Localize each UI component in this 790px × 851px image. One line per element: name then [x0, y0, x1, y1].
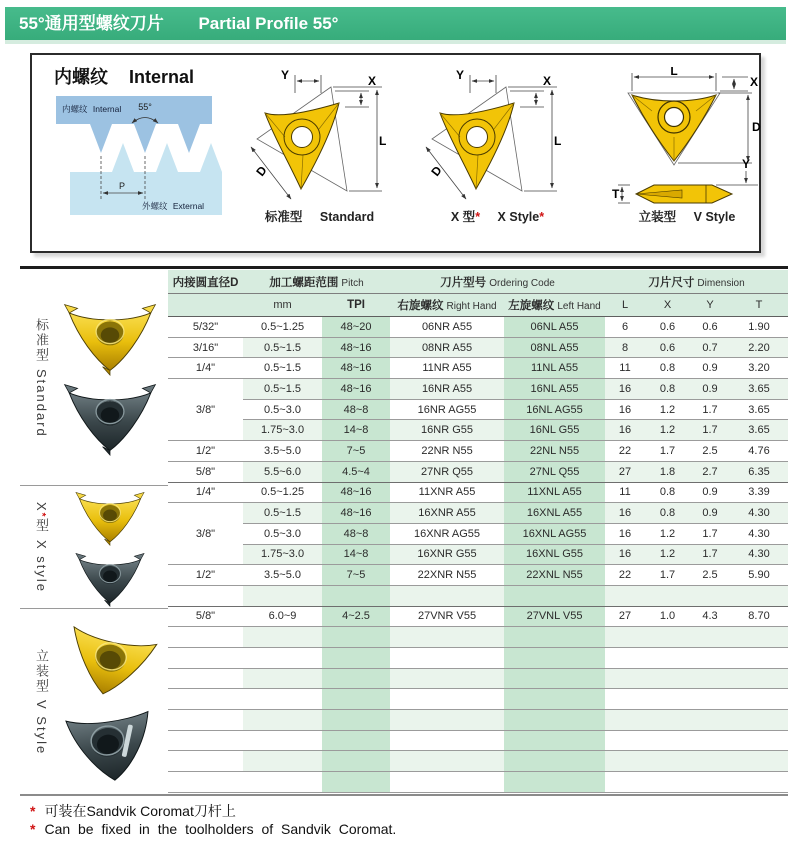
cell-dim-t: 4.30 [730, 503, 788, 524]
x-insert-photo-yellow [64, 489, 156, 546]
table-row [168, 689, 788, 710]
header-left-hand: 左旋螺纹 Left Hand [504, 294, 605, 317]
section-x-style-gutter [20, 485, 168, 609]
cell-dim-x: 0.6 [645, 317, 690, 338]
cell-code-left: 16NL AG55 [504, 399, 605, 420]
svg-text:D: D [253, 163, 270, 179]
cell-pitch-tpi [322, 668, 390, 689]
cell-code-right [390, 668, 504, 689]
page-title-cn: 55°通用型螺纹刀片 [19, 14, 164, 33]
cell-dim-t: 4.30 [730, 544, 788, 565]
cell-code-right: 16XNR A55 [390, 503, 504, 524]
cell-dim-l [605, 710, 645, 731]
cell-dim-y: 0.9 [690, 379, 730, 400]
cell-code-right: 16NR G55 [390, 420, 504, 441]
table-row [168, 668, 788, 689]
svg-text:55°: 55° [138, 102, 152, 112]
cell-dim-l [605, 772, 645, 793]
cell-dim-t: 6.35 [730, 461, 788, 482]
header-blank [168, 294, 243, 317]
cell-dim-x [645, 627, 690, 648]
section-standard-label: 标准型Standard [34, 317, 49, 438]
table-row [168, 358, 788, 379]
cell-code-right [390, 730, 504, 751]
svg-text:D: D [752, 120, 761, 134]
cell-pitch-tpi: 14~8 [322, 544, 390, 565]
header-tpi: TPI [322, 294, 390, 317]
table-row [168, 710, 788, 731]
cell-dim-l [605, 668, 645, 689]
cell-dim-l [605, 627, 645, 648]
cell-diameter [168, 730, 243, 751]
table-top-rule [20, 266, 788, 269]
v-style-insert-diagram [612, 67, 764, 205]
cell-diameter: 3/8" [168, 503, 243, 565]
cell-pitch-mm [243, 668, 322, 689]
standard-insert-diagram [245, 67, 390, 205]
cell-dim-y: 1.7 [690, 544, 730, 565]
cell-diameter: 3/16" [168, 337, 243, 358]
cell-code-left: 08NL A55 [504, 337, 605, 358]
cell-pitch-tpi [322, 730, 390, 751]
cell-pitch-tpi: 4~2.5 [322, 606, 390, 627]
cell-code-right: 16NR A55 [390, 379, 504, 400]
table-row [168, 585, 788, 606]
cell-pitch-tpi: 7~5 [322, 565, 390, 586]
cell-dim-x [645, 689, 690, 710]
header-y: Y [690, 294, 730, 317]
table-row [168, 337, 788, 358]
cell-pitch-tpi: 14~8 [322, 420, 390, 441]
cell-code-left: 11XNL A55 [504, 482, 605, 503]
section-standard-gutter [20, 270, 168, 485]
table-row [168, 503, 788, 524]
cell-pitch-tpi [322, 772, 390, 793]
svg-text:内螺纹 Internal: 内螺纹 Internal [62, 104, 122, 114]
cell-pitch-mm [243, 710, 322, 731]
cell-dim-t: 5.90 [730, 565, 788, 586]
cell-diameter [168, 648, 243, 669]
cell-dim-y: 1.7 [690, 523, 730, 544]
table-row [168, 544, 788, 565]
cell-dim-t [730, 585, 788, 606]
cell-code-left [504, 627, 605, 648]
cell-diameter: 5/32" [168, 317, 243, 338]
cell-pitch-tpi [322, 585, 390, 606]
cell-code-right: 27VNR V55 [390, 606, 504, 627]
cell-dim-t [730, 710, 788, 731]
cell-code-right [390, 710, 504, 731]
cell-dim-t: 4.30 [730, 523, 788, 544]
cell-code-right: 16XNR AG55 [390, 523, 504, 544]
cell-code-left: 16XNL A55 [504, 503, 605, 524]
cell-dim-x [645, 648, 690, 669]
cell-pitch-tpi: 48~16 [322, 379, 390, 400]
footnote-en: * Can be fixed in the toolholders of Sandvik Coromat. [30, 821, 397, 837]
cell-pitch-mm: 1.75~3.0 [243, 420, 322, 441]
cell-diameter [168, 772, 243, 793]
cell-code-left [504, 668, 605, 689]
svg-text:Y: Y [455, 68, 464, 82]
cell-diameter: 5/8" [168, 461, 243, 482]
standard-insert-photo-dark [58, 380, 162, 456]
svg-text:L: L [554, 134, 562, 148]
header-t: T [730, 294, 788, 317]
cell-dim-x: 0.6 [645, 337, 690, 358]
cell-code-left [504, 585, 605, 606]
cell-dim-y [690, 751, 730, 772]
cell-dim-y [690, 585, 730, 606]
cell-dim-t [730, 689, 788, 710]
cell-code-right: 08NR A55 [390, 337, 504, 358]
table-row [168, 441, 788, 462]
cell-pitch-mm [243, 772, 322, 793]
cell-code-right: 22XNR N55 [390, 565, 504, 586]
cell-dim-t [730, 668, 788, 689]
cell-diameter [168, 710, 243, 731]
cell-code-left: 27NL Q55 [504, 461, 605, 482]
cell-dim-l: 11 [605, 482, 645, 503]
cell-code-left [504, 751, 605, 772]
cell-dim-x: 1.0 [645, 606, 690, 627]
cell-dim-t: 4.76 [730, 441, 788, 462]
standard-insert-photo-yellow [58, 300, 162, 376]
x-style-insert-diagram [420, 67, 565, 205]
cell-dim-y: 2.5 [690, 565, 730, 586]
table-header-row-groups [168, 270, 788, 294]
v-insert-photo-dark [62, 705, 158, 785]
footnote-mark: * [30, 803, 36, 819]
cell-dim-l: 16 [605, 544, 645, 565]
spec-table-body [168, 317, 788, 793]
cell-dim-x: 0.8 [645, 503, 690, 524]
cell-dim-t [730, 751, 788, 772]
svg-text:L: L [379, 134, 387, 148]
cell-pitch-mm: 0.5~1.5 [243, 503, 322, 524]
cell-dim-l: 27 [605, 461, 645, 482]
cell-code-right [390, 689, 504, 710]
cell-code-left [504, 772, 605, 793]
cell-dim-y [690, 772, 730, 793]
svg-text:X: X [543, 74, 552, 88]
cell-dim-l: 16 [605, 503, 645, 524]
footnote-mark: * [30, 821, 36, 837]
cell-dim-x: 1.2 [645, 399, 690, 420]
cell-code-left: 16XNL AG55 [504, 523, 605, 544]
table-row [168, 379, 788, 400]
cell-diameter: 1/4" [168, 482, 243, 503]
cell-dim-y [690, 627, 730, 648]
cell-code-right: 11XNR A55 [390, 482, 504, 503]
header-l: L [605, 294, 645, 317]
cell-dim-t: 3.20 [730, 358, 788, 379]
cell-dim-y [690, 730, 730, 751]
cell-pitch-mm [243, 689, 322, 710]
cell-code-right: 16NR AG55 [390, 399, 504, 420]
cell-pitch-mm: 0.5~3.0 [243, 523, 322, 544]
cell-diameter: 1/4" [168, 358, 243, 379]
svg-text:Y: Y [741, 157, 751, 171]
cell-code-left: 06NL A55 [504, 317, 605, 338]
cell-dim-t: 8.70 [730, 606, 788, 627]
cell-dim-l: 11 [605, 358, 645, 379]
cell-code-right: 27NR Q55 [390, 461, 504, 482]
internal-heading-en: Internal [129, 67, 195, 87]
cell-dim-l [605, 730, 645, 751]
cell-pitch-tpi: 48~20 [322, 317, 390, 338]
page-title-bar [5, 7, 786, 44]
cell-dim-x [645, 668, 690, 689]
cell-dim-x: 0.8 [645, 482, 690, 503]
section-v-style-gutter [20, 608, 168, 796]
cell-pitch-tpi: 7~5 [322, 441, 390, 462]
section-x-style-label: X*型X style [34, 502, 49, 593]
header-pitch: 加工螺距范围 Pitch [243, 270, 390, 294]
cell-dim-l [605, 585, 645, 606]
cell-dim-l: 8 [605, 337, 645, 358]
header-mm: mm [243, 294, 322, 317]
x-style-caption: X 型* X Style* [450, 210, 545, 224]
cell-code-right: 11NR A55 [390, 358, 504, 379]
cell-dim-y: 0.6 [690, 317, 730, 338]
cell-pitch-tpi [322, 627, 390, 648]
svg-text:X: X [368, 74, 377, 88]
cell-pitch-mm: 0.5~1.25 [243, 317, 322, 338]
cell-dim-y: 2.7 [690, 461, 730, 482]
cell-dim-l: 16 [605, 420, 645, 441]
cell-dim-l: 22 [605, 441, 645, 462]
header-right-hand: 右旋螺纹 Right Hand [390, 294, 504, 317]
cell-pitch-tpi [322, 710, 390, 731]
cell-dim-x: 1.2 [645, 420, 690, 441]
cell-dim-t: 2.20 [730, 337, 788, 358]
svg-text:T: T [612, 187, 620, 201]
cell-dim-x: 0.8 [645, 379, 690, 400]
cell-diameter [168, 627, 243, 648]
cell-pitch-tpi: 48~16 [322, 337, 390, 358]
cell-diameter: 1/2" [168, 565, 243, 586]
cell-pitch-tpi: 48~8 [322, 399, 390, 420]
cell-code-right [390, 585, 504, 606]
table-row [168, 399, 788, 420]
cell-dim-y: 2.5 [690, 441, 730, 462]
cell-pitch-tpi: 48~16 [322, 503, 390, 524]
cell-code-left [504, 648, 605, 669]
table-row [168, 751, 788, 772]
cell-code-left: 22XNL N55 [504, 565, 605, 586]
cell-dim-l: 6 [605, 317, 645, 338]
cell-dim-y: 0.7 [690, 337, 730, 358]
cell-diameter: 1/2" [168, 441, 243, 462]
cell-dim-x [645, 772, 690, 793]
cell-dim-x: 1.7 [645, 565, 690, 586]
cell-pitch-mm: 3.5~5.0 [243, 441, 322, 462]
cell-dim-l [605, 689, 645, 710]
cell-pitch-mm: 6.0~9 [243, 606, 322, 627]
header-dimension: 刀片尺寸 Dimension [605, 270, 788, 294]
cell-diameter: 3/8" [168, 379, 243, 441]
cell-dim-y: 0.9 [690, 503, 730, 524]
cell-dim-x [645, 751, 690, 772]
cell-dim-y: 1.7 [690, 420, 730, 441]
v-insert-photo-yellow [62, 621, 158, 701]
cell-pitch-mm: 3.5~5.0 [243, 565, 322, 586]
v-style-caption: 立装型 V Style [638, 210, 736, 224]
table-row [168, 565, 788, 586]
cell-pitch-tpi: 48~16 [322, 482, 390, 503]
cell-dim-x [645, 585, 690, 606]
cell-dim-y: 1.7 [690, 399, 730, 420]
cell-pitch-tpi: 48~8 [322, 523, 390, 544]
cell-pitch-tpi: 48~16 [322, 358, 390, 379]
cell-pitch-mm: 0.5~1.5 [243, 358, 322, 379]
cell-code-left: 11NL A55 [504, 358, 605, 379]
cell-dim-t [730, 730, 788, 751]
cell-dim-y: 4.3 [690, 606, 730, 627]
cell-code-left: 16NL A55 [504, 379, 605, 400]
table-row [168, 482, 788, 503]
cell-pitch-tpi [322, 648, 390, 669]
cell-code-right: 16XNR G55 [390, 544, 504, 565]
cell-code-right [390, 751, 504, 772]
thread-profile-diagram [50, 93, 225, 218]
cell-dim-l: 16 [605, 399, 645, 420]
cell-dim-l: 16 [605, 379, 645, 400]
cell-dim-l: 27 [605, 606, 645, 627]
cell-dim-t: 3.65 [730, 399, 788, 420]
table-row [168, 606, 788, 627]
svg-text:Y: Y [280, 68, 289, 82]
cell-pitch-mm: 0.5~3.0 [243, 399, 322, 420]
cell-code-right [390, 772, 504, 793]
table-row [168, 420, 788, 441]
cell-code-left: 27VNL V55 [504, 606, 605, 627]
cell-dim-x: 1.8 [645, 461, 690, 482]
cell-pitch-mm: 0.5~1.25 [243, 482, 322, 503]
spec-table [168, 270, 788, 793]
cell-dim-t [730, 772, 788, 793]
svg-text:L: L [670, 67, 678, 78]
internal-diagram-panel [30, 53, 761, 253]
cell-dim-t: 3.65 [730, 420, 788, 441]
cell-dim-x [645, 730, 690, 751]
cell-dim-y [690, 668, 730, 689]
cell-diameter [168, 751, 243, 772]
footnote-cn: * 可装在Sandvik Coromat刀杆上 [30, 803, 236, 819]
cell-pitch-mm: 5.5~6.0 [243, 461, 322, 482]
table-row [168, 461, 788, 482]
cell-dim-l [605, 648, 645, 669]
svg-text:P: P [118, 181, 126, 191]
cell-dim-l [605, 751, 645, 772]
cell-diameter [168, 585, 243, 606]
cell-code-right [390, 627, 504, 648]
cell-diameter [168, 689, 243, 710]
cell-pitch-mm [243, 585, 322, 606]
cell-code-right: 22NR N55 [390, 441, 504, 462]
cell-pitch-tpi [322, 751, 390, 772]
table-header-row-columns [168, 294, 788, 317]
cell-code-left: 16XNL G55 [504, 544, 605, 565]
cell-dim-t [730, 627, 788, 648]
cell-diameter [168, 668, 243, 689]
cell-pitch-mm [243, 627, 322, 648]
cell-pitch-mm [243, 751, 322, 772]
cell-dim-y: 0.9 [690, 482, 730, 503]
header-diameter: 内接圆直径D [168, 270, 243, 294]
cell-pitch-tpi: 4.5~4 [322, 461, 390, 482]
cell-dim-x: 1.2 [645, 544, 690, 565]
cell-dim-x: 0.8 [645, 358, 690, 379]
cell-code-left: 16NL G55 [504, 420, 605, 441]
table-row [168, 648, 788, 669]
table-row [168, 523, 788, 544]
cell-dim-x: 1.2 [645, 523, 690, 544]
cell-code-left [504, 730, 605, 751]
standard-caption: 标准型 Standard [264, 210, 375, 224]
x-insert-photo-dark [64, 550, 156, 607]
cell-dim-l: 22 [605, 565, 645, 586]
cell-dim-t: 1.90 [730, 317, 788, 338]
cell-pitch-mm: 0.5~1.5 [243, 337, 322, 358]
cell-dim-x: 1.7 [645, 441, 690, 462]
page-title-en: Partial Profile 55° [198, 14, 339, 33]
internal-heading-cn: 内螺纹 [54, 67, 108, 87]
table-row [168, 317, 788, 338]
cell-code-left [504, 710, 605, 731]
internal-heading [54, 63, 194, 89]
cell-pitch-mm: 1.75~3.0 [243, 544, 322, 565]
cell-dim-t: 3.65 [730, 379, 788, 400]
svg-text:外螺纹 External: 外螺纹 External [142, 201, 205, 211]
table-row [168, 772, 788, 793]
cell-dim-y [690, 648, 730, 669]
cell-dim-y [690, 689, 730, 710]
header-ordering-code: 刀片型号 Ordering Code [390, 270, 605, 294]
cell-pitch-mm: 0.5~1.5 [243, 379, 322, 400]
cell-code-right: 06NR A55 [390, 317, 504, 338]
cell-dim-y: 0.9 [690, 358, 730, 379]
cell-dim-t [730, 648, 788, 669]
cell-code-left [504, 689, 605, 710]
table-row [168, 730, 788, 751]
table-row [168, 627, 788, 648]
cell-pitch-mm [243, 648, 322, 669]
section-v-style-label: 立装型V Style [34, 649, 49, 756]
cell-code-right [390, 648, 504, 669]
cell-diameter: 5/8" [168, 606, 243, 627]
cell-dim-x [645, 710, 690, 731]
header-x: X [645, 294, 690, 317]
cell-dim-l: 16 [605, 523, 645, 544]
cell-dim-y [690, 710, 730, 731]
svg-text:D: D [428, 163, 445, 179]
cell-code-left: 22NL N55 [504, 441, 605, 462]
cell-pitch-tpi [322, 689, 390, 710]
cell-dim-t: 3.39 [730, 482, 788, 503]
svg-text:X: X [750, 75, 759, 89]
cell-pitch-mm [243, 730, 322, 751]
